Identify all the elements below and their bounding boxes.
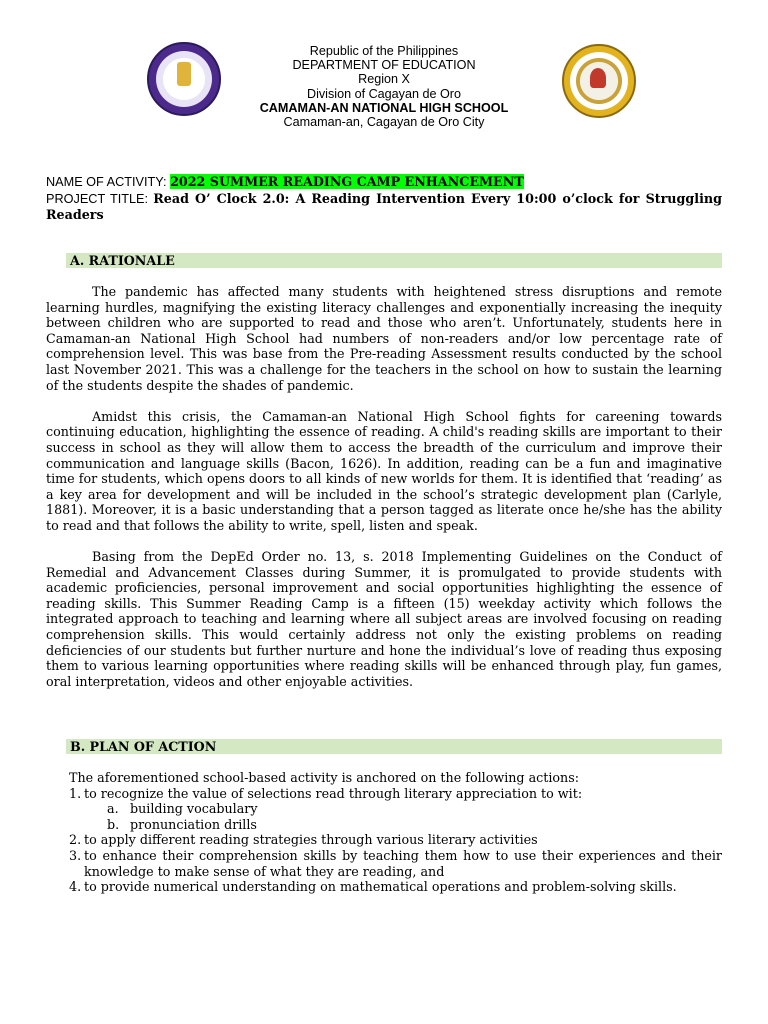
- list-item-number: 1.: [69, 785, 82, 801]
- plan-intro: The aforementioned school-based activity is anchored on the following actions:: [69, 770, 579, 785]
- list-item-number: 2.: [69, 832, 82, 848]
- rationale-paragraph: Amidst this crisis, the Camaman-an National High School fights for careening towards continuing education, highlighting the essence of reading. A child's reading skills are important to their success in school as they will allow them to access the breadth of the curriculum and improve their communication and language skills (Bacon, 1626). In addition, reading can be a fun and imaginative time for students, which opens doors to all kinds of new worlds for them. It is identified that ‘reading’ as a key area for development and will be included in the school’s strategic development plan (Carlyle, 1881). Moreover, it is a basic understanding that a person tagged as literate once he/she has the ability to read and that follows the ability to write, spell, listen and speak.: [46, 408, 722, 533]
- list-item-number: 4.: [69, 879, 82, 895]
- list-item-number: 3.: [69, 847, 82, 863]
- rationale-body: [46, 284, 722, 705]
- letterhead: [200, 44, 568, 129]
- letterhead-region: Region X: [358, 72, 410, 87]
- activity-name-value: 2022 SUMMER READING CAMP ENHANCEMENT: [170, 174, 524, 189]
- list-item: [46, 786, 722, 833]
- deped-seal-logo: [562, 44, 636, 118]
- activity-name-label: NAME OF ACTIVITY:: [46, 175, 171, 189]
- sub-item-text: pronunciation drills: [130, 816, 257, 832]
- list-item-text: to provide numerical understanding on mathematical operations and problem-solving skills.: [84, 879, 677, 895]
- plan-of-action-body: [46, 770, 722, 895]
- list-item-text: to enhance their comprehension skills by teaching them how to use their experiences and their knowledge to make sense of what they are reading, and: [84, 847, 722, 879]
- sub-item-text: building vocabulary: [130, 801, 258, 817]
- rationale-paragraph: The pandemic has affected many students with heightened stress disruptions and remote learning hurdles, magnifying the existing literacy challenges and exponentially increasing the inequity between children who are supported to read and those who aren’t. Unfortunately, students here in Camaman-an National High School had numbers of non-readers and/or low percentage rate of comprehension level. This was base from the Pre-reading Assessment results conducted by the school last November 2021. This was a challenge for the teachers in the school on how to sustain the learning of the students despite the shades of pandemic.: [46, 284, 722, 393]
- letterhead-republic: Republic of the Philippines: [309, 44, 459, 58]
- letterhead-division: Division of Cagayan de Oro: [306, 86, 461, 101]
- sub-list: [84, 801, 722, 832]
- list-item-text: to apply different reading strategies through various literary activities: [84, 832, 538, 848]
- section-a-title: A. RATIONALE: [70, 253, 175, 268]
- list-item: [46, 832, 722, 848]
- project-title-line: [46, 191, 722, 223]
- letterhead-school: CAMAMAN-AN NATIONAL HIGH SCHOOL: [259, 100, 509, 115]
- activity-name-line: [46, 174, 722, 191]
- section-heading-plan-of-action: [66, 739, 722, 754]
- sub-list-item: [84, 801, 722, 817]
- action-list: [46, 786, 722, 895]
- sub-item-letter: b.: [107, 816, 120, 832]
- section-b-title: B. PLAN OF ACTION: [70, 739, 217, 754]
- list-item: [46, 848, 722, 879]
- sub-item-letter: a.: [107, 801, 119, 817]
- list-item-text: to recognize the value of selections read through literary appreciation to wit:: [84, 785, 583, 801]
- rationale-paragraph: Basing from the DepEd Order no. 13, s. 2018 Implementing Guidelines on the Conduct of Remedial and Advancement Classes during Summer, it is promulgated to provide students with academic proficiencies, personal improvement and social opportunities highlighting the essence of reading skills. This Summer Reading Camp is a fifteen (15) weekday activity which follows the integrated approach to teaching and learning where all subject areas are involved focusing on reading comprehension skills. This would certainly address not only the existing problems on reading deficiencies of our students but further nurture and hone the individual’s love of reading thus exposing them to various learning opportunities where reading skills will be enhanced through play, fun games, oral interpretation, videos and other enjoyable activities.: [46, 549, 722, 689]
- project-title-value: Read O’ Clock 2.0: A Reading Intervention Every 10:00 o’clock for Struggling Readers: [46, 190, 722, 223]
- project-title-label: PROJECT TITLE:: [46, 191, 154, 206]
- letterhead-department: DEPARTMENT OF EDUCATION: [292, 58, 476, 73]
- activity-info: [46, 174, 722, 223]
- letterhead-address: Camaman-an, Cagayan de Oro City: [283, 115, 485, 130]
- list-item: [46, 879, 722, 895]
- section-heading-rationale: [66, 253, 722, 268]
- sub-list-item: [84, 817, 722, 833]
